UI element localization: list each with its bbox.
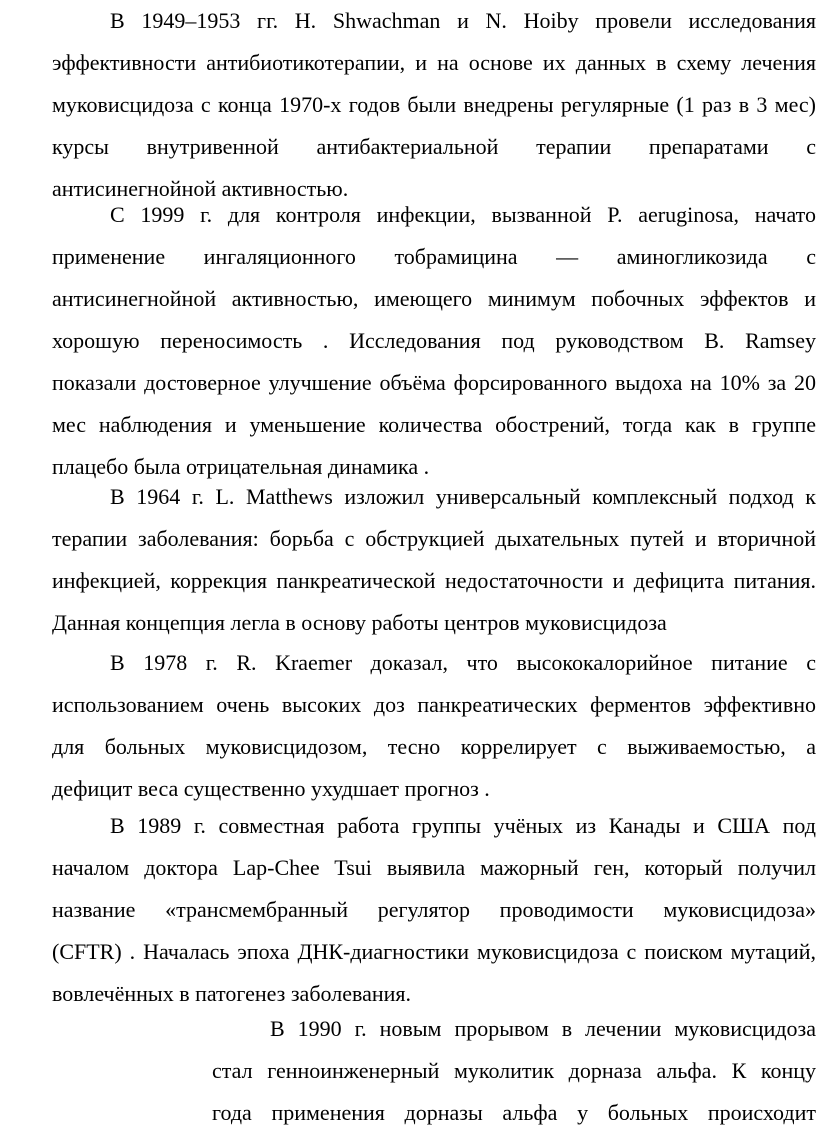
text-line: терапии заболевания: борьба с обструкцией дыхательных путей и вторичной [52,526,816,551]
text-line: (CFTR) . Началась эпоха ДНК-диагностики муковисцидоза с поиском мутаций, [52,939,816,964]
text-line: эффективности антибиотикотерапии, и на основе их данных в схему лечения [52,50,816,75]
text-line: стал генноинженерный муколитик дорназа альфа. К концу [212,1058,816,1083]
text-line: показали достоверное улучшение объёма форсированного выдоха на 10% за 20 [52,370,816,395]
paragraph-6 [212,1008,816,1134]
text-line: Данная концепция легла в основу работы центров муковисцидоза [52,610,667,635]
paragraph-1 [52,0,816,210]
text-line: года применения дорназы альфа у больных происходит [212,1100,816,1125]
text-line: дефицит веса существенно ухудшает прогноз . [52,776,490,801]
text-line: С 1999 г. для контроля инфекции, вызванной P. aeruginosa, начато [110,202,816,227]
text-line: началом доктора Lap-Chee Tsui выявила мажорный ген, который получил [52,855,816,880]
paragraph-2 [52,194,816,488]
text-line: название «трансмембранный регулятор проводимости муковисцидоза» [52,897,816,922]
text-line: В 1990 г. новым прорывом в лечении муковисцидоза [270,1016,816,1041]
text-line: для больных муковисцидозом, тесно коррелирует с выживаемостью, а [52,734,816,759]
text-line: муковисцидоза с конца 1970-х годов были внедрены регулярные (1 раз в 3 мес) [52,92,816,117]
text-line: курсы внутривенной антибактериальной терапии препаратами с [52,134,816,159]
paragraph-4 [52,642,816,810]
paragraph-5 [52,805,816,1015]
text-line: В 1949–1953 гг. H. Shwachman и N. Hoiby провели исследования [110,8,816,33]
text-line: мес наблюдения и уменьшение количества обострений, тогда как в группе [52,412,816,437]
text-line: хорошую переносимость . Исследования под руководством B. Ramsey [52,328,816,353]
text-line: антисинегнойной активностью, имеющего минимум побочных эффектов и [52,286,816,311]
text-line: использованием очень высоких доз панкреатических ферментов эффективно [52,692,816,717]
text-line: применение ингаляционного тобрамицина — аминогликозида с [52,244,816,269]
text-line: В 1978 г. R. Kraemer доказал, что высококалорийное питание с [110,650,816,675]
paragraph-3 [52,476,816,644]
text-line: В 1964 г. L. Matthews изложил универсальный комплексный подход к [110,484,816,509]
text-line: вовлечённых в патогенез заболевания. [52,981,411,1006]
text-line: плацебо была отрицательная динамика . [52,454,430,479]
text-line: инфекцией, коррекция панкреатической недостаточности и дефицита питания. [52,568,816,593]
text-line: антисинегнойной активностью. [52,176,349,201]
text-line: В 1989 г. совместная работа группы учёных из Канады и США под [110,813,816,838]
